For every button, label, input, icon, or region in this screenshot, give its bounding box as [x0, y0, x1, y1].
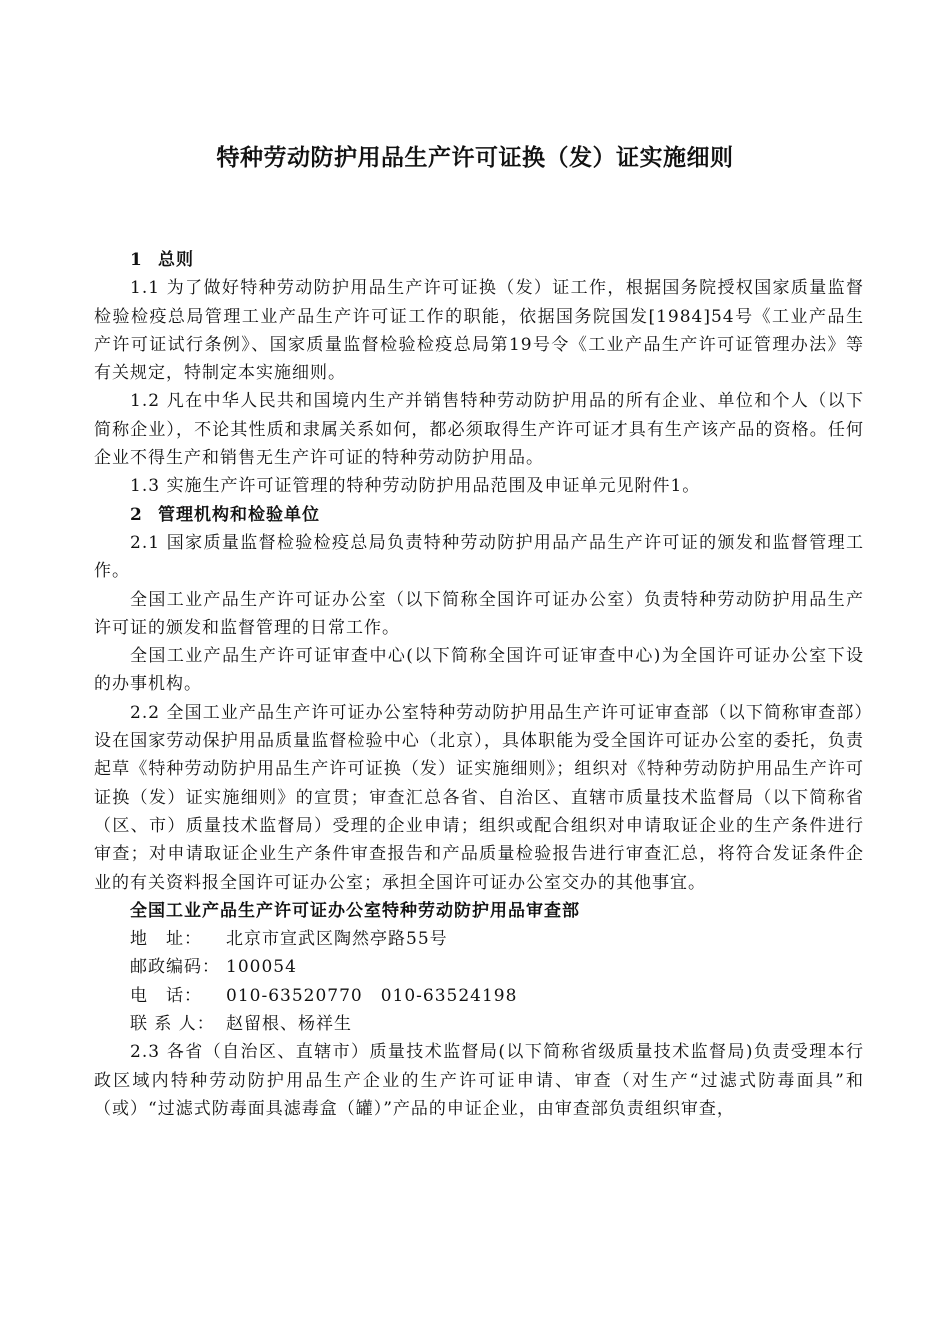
paragraph-2-1-office: 全国工业产品生产许可证办公室（以下简称全国许可证办公室）负责特种劳动防护用品生产许可证的颁发和监督管理的日常工作。	[94, 589, 864, 638]
section-1-heading	[94, 246, 864, 274]
document-body	[94, 246, 864, 1123]
office-postcode-line	[94, 953, 864, 981]
office-contact-line	[94, 1010, 864, 1038]
paragraph-2-1: 2.1 国家质量监督检验检疫总局负责特种劳动防护用品产品生产许可证的颁发和监督管理工作。	[94, 532, 864, 582]
section-number: 1	[130, 250, 143, 270]
phone-label: 电 话：	[130, 985, 202, 1006]
office-phone-line	[94, 982, 864, 1010]
section-number: 2	[130, 504, 143, 525]
address-label: 地 址：	[130, 929, 202, 950]
postcode-label: 邮政编码：	[130, 957, 220, 978]
office-address-line	[94, 925, 864, 953]
paragraph-2-2: 2.2 全国工业产品生产许可证办公室特种劳动防护用品生产许可证审查部（以下简称审查部）设在国家劳动保护用品质量监督检验中心（北京），具体职能为受全国许可证办公室的委托，负责起草《特种劳动防护用品生产许可证换（发）证实施细则》；组织对《特种劳动防护用品生产许可证换（发）证实施细则》的宣贯；审查汇总各省、自治区、直辖市质量技术监督局（以下简称省（区、市）质量技术监督局）受理的企业申请；组织或配合组织对申请取证企业的生产条件进行审查；对申请取证企业生产条件审查报告和产品质量检验报告进行审查汇总，将符合发证条件企业的有关资料报全国许可证办公室；承担全国许可证办公室交办的其他事宜。	[94, 702, 864, 893]
section-title: 管理机构和检验单位	[158, 504, 320, 525]
paragraph-1-2: 1.2 凡在中华人民共和国境内生产并销售特种劳动防护用品的所有企业、单位和个人（以下简称企业），不论其性质和隶属关系如何，都必须取得生产许可证才具有生产该产品的资格。任何企业不得生产和销售无生产许可证的特种劳动防护用品。	[94, 391, 864, 469]
phone-value: 010-63520770 010-63524198	[226, 985, 518, 1006]
paragraph-2-3: 2.3 各省（自治区、直辖市）质量技术监督局(以下简称省级质量技术监督局)负责受理本行政区域内特种劳动防护用品生产企业的生产许可证申请、审查（对生产“过滤式防毒面具”和（或）“过滤式防毒面具滤毒盒（罐）”产品的申证企业，由审查部负责组织审查，	[94, 1042, 864, 1119]
document-title: 特种劳动防护用品生产许可证换（发）证实施细则	[216, 144, 734, 171]
contact-value: 赵留根、杨祥生	[226, 1014, 352, 1035]
paragraph-1-3: 1.3 实施生产许可证管理的特种劳动防护用品范围及申证单元见附件1。	[130, 476, 701, 497]
address-value: 北京市宣武区陶然亭路55号	[226, 929, 448, 950]
postcode-value: 100054	[226, 957, 297, 978]
section-title: 总则	[158, 250, 194, 270]
contact-label: 联 系 人：	[130, 1014, 215, 1035]
paragraph-1-1: 1.1 为了做好特种劳动防护用品生产许可证换（发）证工作，根据国务院授权国家质量监督检验检疫总局管理工业产品生产许可证工作的职能，依据国务院国发[1984]54号《工业产品生产许可证试行条例》、国家质量监督检验检疫总局第19号令《工业产品生产许可证管理办法》等有关规定，特制定本实施细则。	[94, 278, 864, 384]
office-name: 全国工业产品生产许可证办公室特种劳动防护用品审查部	[130, 900, 580, 921]
section-2-heading	[94, 501, 864, 529]
paragraph-2-1-center: 全国工业产品生产许可证审查中心(以下简称全国许可证审查中心)为全国许可证办公室下设的办事机构。	[94, 646, 864, 695]
